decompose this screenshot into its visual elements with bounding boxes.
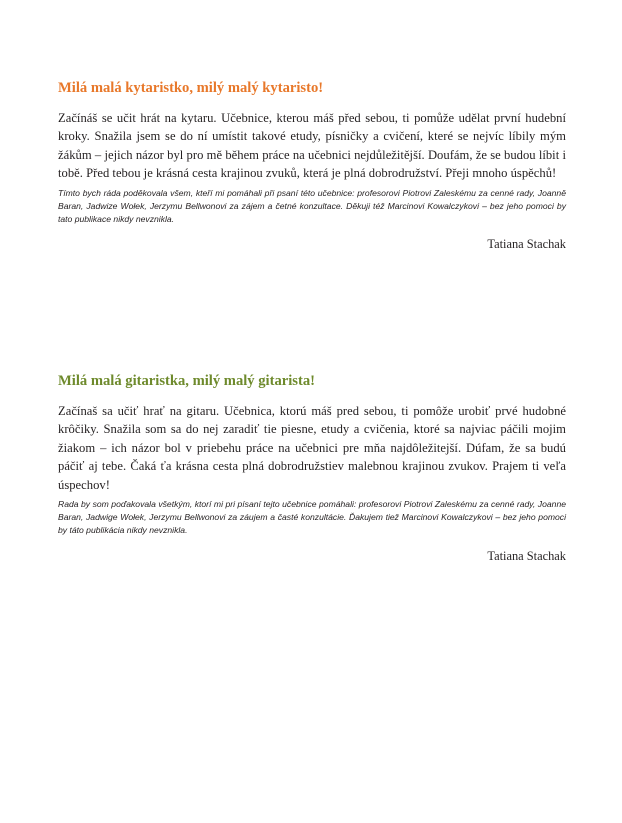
czech-signature: Tatiana Stachak <box>487 237 566 252</box>
slovak-heading: Milá malá gitaristka, milý malý gitarista! <box>58 373 315 389</box>
slovak-section <box>58 372 566 564</box>
czech-section <box>58 79 566 252</box>
slovak-body-text: Začínaš sa učiť hrať na gitaru. Učebnica, ktorú máš pred sebou, ti pomôže urobiť prvé hudobné krôčiky. Snažila som sa do nej zaradiť tie piesne, etudy a cvičenia, ktoré sa najviac páčili mojim žiakom – ich názor bol v priebehu práce na učebnici pre mňa najdôležitejší. Dúfam, že sa budú páčiť aj tebe. Čaká ťa krásna cesta plná dobrodružstiev malebnou krajinou zvukov. Prajem ti veľa úspechov! <box>58 404 566 492</box>
czech-acknowledgements: Tímto bych ráda poděkovala všem, kteří mi pomáhali při psaní této učebnice: profesorovi Piotrovi Zaleskému za cenné rady, Joanně Baran, Jadwize Wołek, Jerzymu Bellwonovi za zájem a četné konzultace. Děkuji též Marcinovi Kowalczykovi – bez jeho pomoci by tato publikace nikdy nevznikla. <box>58 187 566 225</box>
slovak-signature: Tatiana Stachak <box>487 548 566 563</box>
slovak-acknowledgements: Rada by som poďakovala všetkým, ktorí mi pri písaní tejto učebnice pomáhali: profesorovi Piotrovi Zaleskému za cenné rady, Joanne Baran, Jadwige Wołek, Jerzymu Bellwonovi za záujem a časté konzultácie. Ďakujem tiež Marcinovi Kowalczykovi – bez jeho pomoci by táto publikácia nikdy nevznikla. <box>58 499 566 536</box>
czech-body-text: Začínáš se učit hrát na kytaru. Učebnice, kterou máš před sebou, ti pomůže udělat první hudební kroky. Snažila jsem se do ní umístit takové etudy, písničky a cvičení, které se nejvíc líbily mým žákům – jejich názor byl pro mě během práce na učebnici nejdůležitější. Doufám, že se budou líbit i tobě. Před tebou je krásná cesta krajinou zvuků, která je plná dobrodružství. Přeji mnoho úspěchů! <box>58 111 566 181</box>
czech-heading: Milá malá kytaristko, milý malý kytaristo! <box>58 80 324 96</box>
